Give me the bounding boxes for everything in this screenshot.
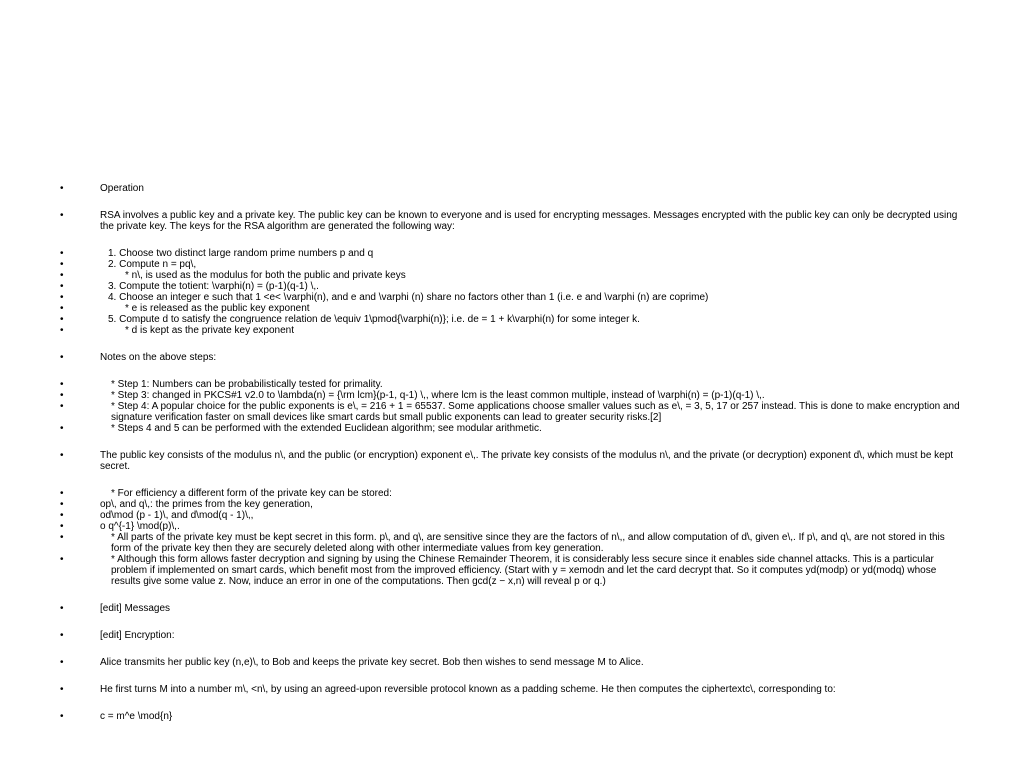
list-item-text: 3. Compute the totient: \varphi(n) = (p-1)(q-1) \,. bbox=[108, 281, 319, 292]
bullet-icon: • bbox=[60, 314, 64, 325]
bullet-icon: • bbox=[60, 281, 64, 292]
list-item bbox=[0, 183, 960, 194]
list-item-text: * e is released as the public key exponent bbox=[125, 303, 310, 314]
list-item bbox=[0, 423, 960, 434]
list-item bbox=[0, 684, 960, 695]
bullet-icon: • bbox=[60, 450, 64, 461]
list-item bbox=[0, 510, 960, 521]
list-item bbox=[0, 292, 960, 303]
list-item-text: 2. Compute n = pq\, bbox=[108, 259, 197, 270]
bullet-icon: • bbox=[60, 657, 64, 668]
list-item-text: * Although this form allows faster decryption and signing by using the Chinese Remainder Theorem, it is considerably less secure since it enables side channel attacks. This is a particular problem if implemented on smart cards, which benefit most from the improved efficiency. (Start with y = xemodn and let the card decrypt that. So it computes yd(modp) or yd(modq) whose results give some value z. Now, induce an error in one of the computations. Then gcd(z − x,n) will reveal p or q.) bbox=[111, 554, 937, 587]
bullet-icon: • bbox=[60, 270, 64, 281]
bullet-icon: • bbox=[60, 510, 64, 521]
list-item-text: * n\, is used as the modulus for both the public and private keys bbox=[125, 270, 406, 281]
list-item bbox=[0, 401, 960, 423]
bullet-icon: • bbox=[60, 325, 64, 336]
list-item-text: c = m^e \mod{n} bbox=[100, 711, 173, 722]
bullet-icon: • bbox=[60, 183, 64, 194]
list-item bbox=[0, 248, 960, 259]
list-item bbox=[0, 711, 960, 722]
bullet-icon: • bbox=[60, 303, 64, 314]
list-item bbox=[0, 352, 960, 363]
list-item bbox=[0, 532, 960, 554]
bullet-icon: • bbox=[60, 554, 64, 565]
list-item bbox=[0, 657, 960, 668]
list-item-text: * Step 3: changed in PKCS#1 v2.0 to \lambda(n) = {\rm lcm}(p-1, q-1) \,, where lcm is the least common multiple, instead of \varphi(n) = (p-1)(q-1) \,. bbox=[111, 390, 765, 401]
list-item-text: He first turns M into a number m\, <n\, by using an agreed-upon reversible protocol known as a padding scheme. He then computes the ciphertextc\, corresponding to: bbox=[100, 684, 836, 695]
list-item bbox=[0, 210, 960, 232]
bullet-icon: • bbox=[60, 401, 64, 412]
document-body bbox=[0, 183, 1024, 722]
bullet-icon: • bbox=[60, 390, 64, 401]
list-item-text: 5. Compute d to satisfy the congruence relation de \equiv 1\pmod{\varphi(n)}; i.e. de = 1 + k\varphi(n) for some integer k. bbox=[108, 314, 640, 325]
list-item bbox=[0, 630, 960, 641]
bullet-icon: • bbox=[60, 292, 64, 303]
list-item bbox=[0, 488, 960, 499]
list-item bbox=[0, 259, 960, 270]
bullet-icon: • bbox=[60, 603, 64, 614]
list-item-text: * Step 1: Numbers can be probabilistically tested for primality. bbox=[111, 379, 383, 390]
bullet-icon: • bbox=[60, 423, 64, 434]
bullet-icon: • bbox=[60, 248, 64, 259]
list-item bbox=[0, 499, 960, 510]
list-item-text: Alice transmits her public key (n,e)\, to Bob and keeps the private key secret. Bob then wishes to send message M to Alice. bbox=[100, 657, 644, 668]
bullet-icon: • bbox=[60, 379, 64, 390]
list-item-text: 4. Choose an integer e such that 1 <e< \varphi(n), and e and \varphi (n) share no factors other than 1 (i.e. e and \varphi (n) are coprime) bbox=[108, 292, 709, 303]
list-item-text: 1. Choose two distinct large random prime numbers p and q bbox=[108, 248, 374, 259]
bullet-icon: • bbox=[60, 488, 64, 499]
list-item bbox=[0, 325, 960, 336]
list-item-text: [edit] Encryption: bbox=[100, 630, 175, 641]
list-item-text: od\mod (p - 1)\, and d\mod(q - 1)\,, bbox=[100, 510, 254, 521]
bullet-icon: • bbox=[60, 521, 64, 532]
list-item-text: Operation bbox=[100, 183, 144, 194]
list-item bbox=[0, 554, 960, 587]
bullet-icon: • bbox=[60, 210, 64, 221]
list-item-text: * All parts of the private key must be kept secret in this form. p\, and q\, are sensitive since they are the factors of n\,, and allow computation of d\, given e\,. If p\, and q\, are not stored in this form of the private key then they are securely deleted along with other intermediate values from key generation. bbox=[111, 532, 945, 554]
list-item-text: * Step 4: A popular choice for the public exponents is e\, = 216 + 1 = 65537. Some applications choose smaller values such as e\, = 3, 5, 17 or 257 instead. This is done to make encryption and signature verification faster on small devices like smart cards but small public exponents can lead to greater security risks.[2] bbox=[111, 401, 960, 423]
bullet-icon: • bbox=[60, 352, 64, 363]
list-item-text: RSA involves a public key and a private key. The public key can be known to everyone and is used for encrypting messages. Messages encrypted with the public key can only be decrypted using the private key. The keys for the RSA algorithm are generated the following way: bbox=[100, 210, 958, 232]
list-item-text: Notes on the above steps: bbox=[100, 352, 217, 363]
bullet-icon: • bbox=[60, 499, 64, 510]
list-item bbox=[0, 270, 960, 281]
list-item-text: * Steps 4 and 5 can be performed with the extended Euclidean algorithm; see modular arithmetic. bbox=[111, 423, 542, 434]
list-item bbox=[0, 521, 960, 532]
list-item bbox=[0, 390, 960, 401]
bullet-icon: • bbox=[60, 630, 64, 641]
list-item bbox=[0, 281, 960, 292]
list-item-text: The public key consists of the modulus n\, and the public (or encryption) exponent e\,. The private key consists of the modulus n\, and the private (or decryption) exponent d\, which must be kept secret. bbox=[100, 450, 954, 472]
list-item bbox=[0, 450, 960, 472]
list-item-text: [edit] Messages bbox=[100, 603, 171, 614]
list-item-text: o q^{-1} \mod(p)\,. bbox=[100, 521, 180, 532]
bullet-icon: • bbox=[60, 684, 64, 695]
bullet-icon: • bbox=[60, 711, 64, 722]
list-item bbox=[0, 379, 960, 390]
bullet-icon: • bbox=[60, 259, 64, 270]
list-item bbox=[0, 314, 960, 325]
list-item-text: * For efficiency a different form of the private key can be stored: bbox=[111, 488, 392, 499]
list-item-text: * d is kept as the private key exponent bbox=[125, 325, 294, 336]
list-item bbox=[0, 303, 960, 314]
bullet-icon: • bbox=[60, 532, 64, 543]
list-item-text: op\, and q\,: the primes from the key generation, bbox=[100, 499, 313, 510]
list-item bbox=[0, 603, 960, 614]
